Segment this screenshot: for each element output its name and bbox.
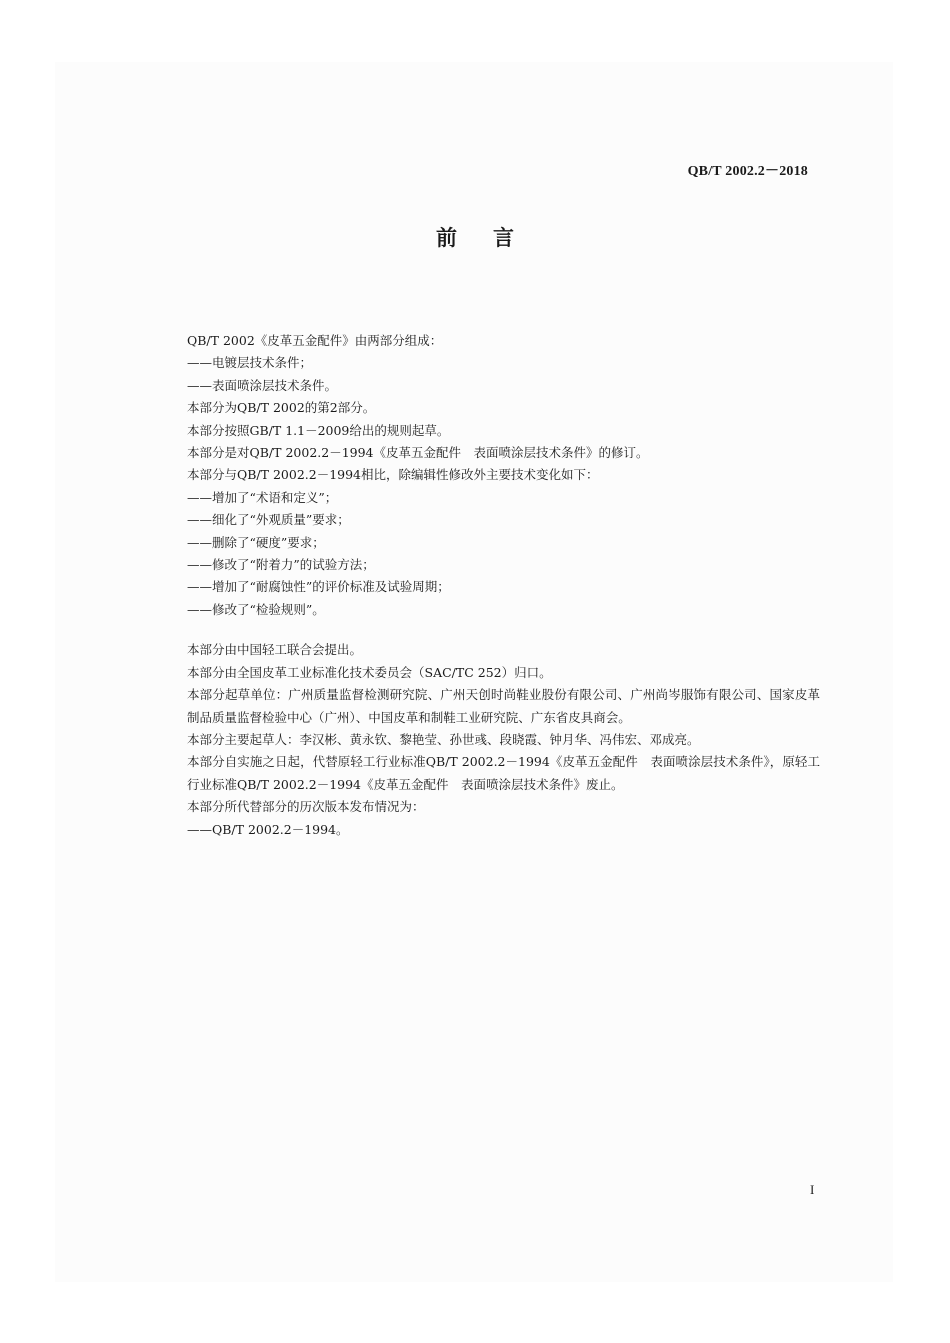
- list-item: ——细化了“外观质量”要求；: [187, 512, 350, 528]
- paragraph: 本部分是对QB/T 2002.2－1994《皮革五金配件 表面喷涂层技术条件》的修订。: [187, 445, 649, 461]
- paragraph: 本部分自实施之日起，代替原轻工行业标准QB/T 2002.2－1994《皮革五金配件 表面喷涂层技术条件》，原轻工行业标准QB/T 2002.2－1994《皮革五金配件 表面喷涂层技术条件》废止。: [187, 754, 820, 792]
- foreword-body: [158, 330, 820, 841]
- list-item: ——QB/T 2002.2－1994。: [187, 821, 349, 837]
- list-item: ——电镀层技术条件；: [187, 355, 313, 371]
- paragraph: 本部分所代替部分的历次版本发布情况为：: [187, 799, 425, 815]
- paragraph: 本部分起草单位：广州质量监督检测研究院、广州天创时尚鞋业股份有限公司、广州尚岑服饰有限公司、国家皮革制品质量监督检验中心（广州）、中国皮革和制鞋工业研究院、广东省皮具商会。: [187, 687, 820, 725]
- page-number: I: [810, 1182, 815, 1197]
- list-item: ——表面喷涂层技术条件。: [187, 377, 338, 393]
- list-item: ——修改了“检验规则”。: [187, 601, 325, 617]
- paragraph: 本部分按照GB/T 1.1－2009给出的规则起草。: [187, 422, 450, 438]
- standard-code: QB/T 2002.2－2018: [687, 164, 808, 179]
- page-title: 前言: [436, 226, 550, 250]
- paragraph: 本部分与QB/T 2002.2－1994相比，除编辑性修改外主要技术变化如下：: [187, 467, 599, 483]
- paragraph: 本部分为QB/T 2002的第2部分。: [187, 400, 376, 416]
- list-item: ——修改了“附着力”的试验方法；: [187, 557, 375, 573]
- paragraph: 本部分由全国皮革工业标准化技术委员会（SAC/TC 252）归口。: [187, 664, 552, 680]
- list-item: ——增加了“耐腐蚀性”的评价标准及试验周期；: [187, 579, 450, 595]
- paragraph-gap: [158, 621, 820, 639]
- paragraph: 本部分由中国轻工联合会提出。: [187, 642, 363, 658]
- paragraph: 本部分主要起草人：李汉彬、黄永钦、黎艳莹、孙世彧、段晓霞、钟月华、冯伟宏、邓成亮。: [187, 731, 700, 747]
- list-item: ——增加了“术语和定义”；: [187, 489, 338, 505]
- list-item: ——删除了“硬度”要求；: [187, 534, 325, 550]
- paragraph: QB/T 2002《皮革五金配件》由两部分组成：: [187, 333, 443, 348]
